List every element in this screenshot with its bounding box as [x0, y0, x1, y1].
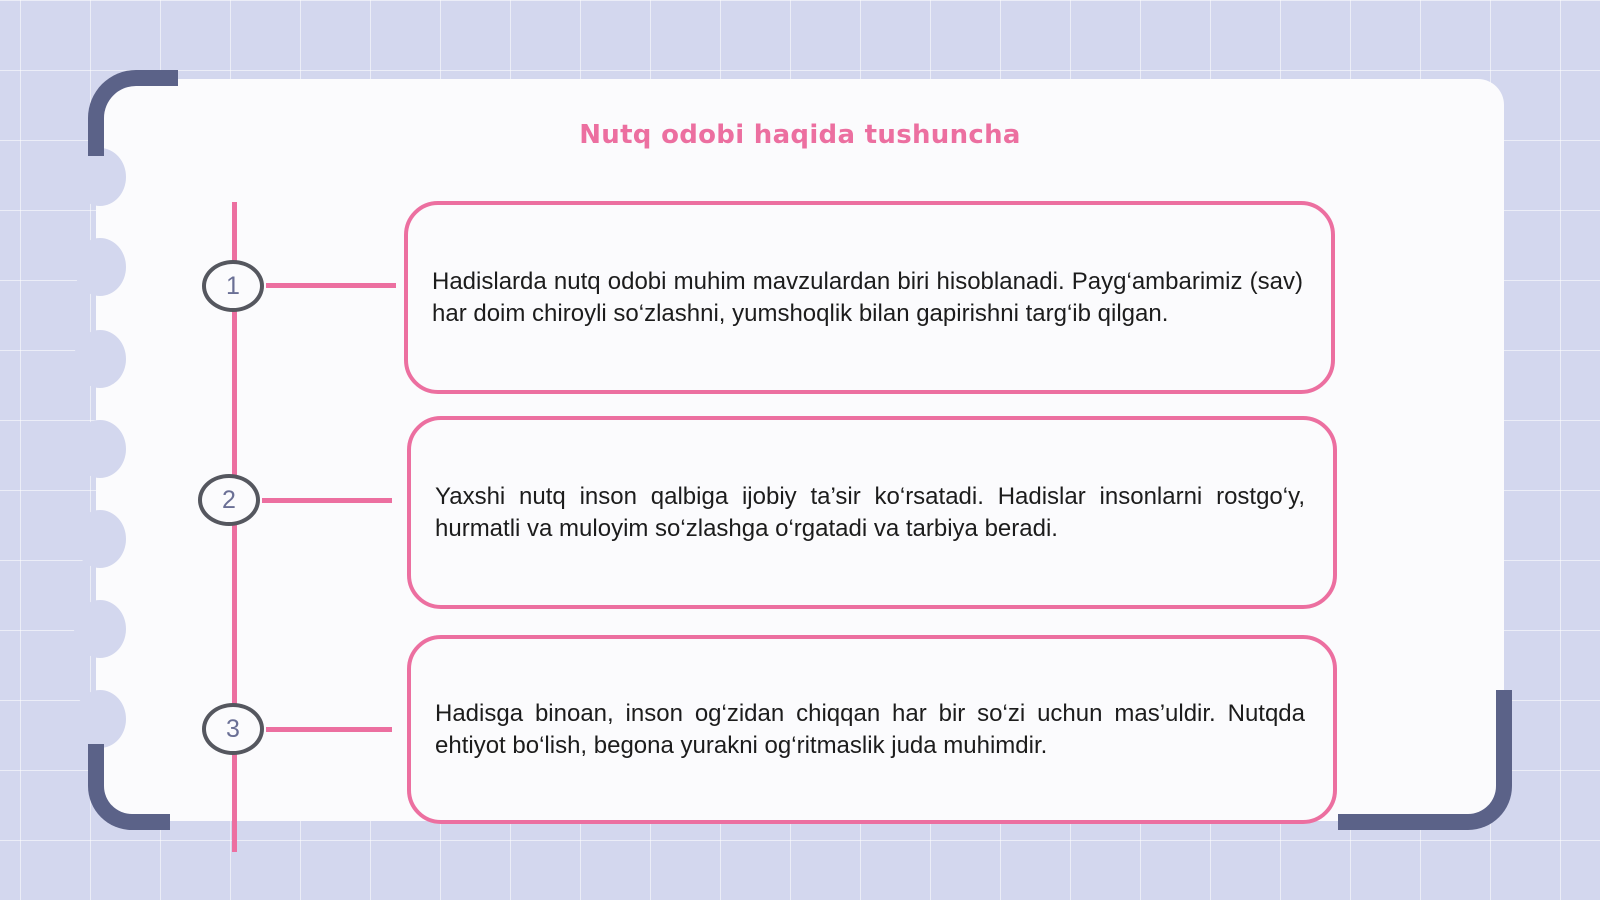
page-edge-notch	[74, 600, 126, 658]
timeline-connector	[262, 498, 392, 503]
page-edge-notch	[74, 690, 126, 748]
timeline-connector	[266, 283, 396, 288]
step-number-badge: 3	[202, 703, 264, 755]
page-edge-notch	[74, 330, 126, 388]
frame-corner-bottom-right	[1338, 690, 1512, 830]
step-number-badge: 2	[198, 474, 260, 526]
step-card-text: Hadisga binoan, inson og‘zidan chiqqan har bir so‘zi uchun mas’uldir. Nutqda ehtiyot bo‘lish, begona yurakni og‘ritmaslik juda muhimdir.	[435, 699, 1305, 759]
step-card-text: Hadislarda nutq odobi muhim mavzulardan biri hisoblanadi. Payg‘ambarimiz (sav) har doim chiroyli so‘zlashni, yumshoqlik bilan gapirishni targ‘ib qilgan.	[432, 267, 1303, 327]
page-title: Nutq odobi haqida tushuncha	[579, 120, 1021, 150]
timeline-connector	[266, 727, 392, 732]
page-edge-notch	[74, 510, 126, 568]
step-number-badge: 1	[202, 260, 264, 312]
step-card-text: Yaxshi nutq inson qalbiga ijobiy ta’sir ko‘rsatadi. Hadislar insonlarni rostgo‘y, hurmatli va muloyim so‘zlashga o‘rgatadi va tarbiya beradi.	[435, 482, 1305, 542]
step-card	[407, 635, 1337, 824]
page-edge-notch	[74, 420, 126, 478]
frame-corner-bottom-left	[88, 744, 170, 830]
page-edge-notch	[74, 238, 126, 296]
step-card	[404, 201, 1335, 394]
step-card	[407, 416, 1337, 609]
page-edge-notch	[74, 148, 126, 206]
